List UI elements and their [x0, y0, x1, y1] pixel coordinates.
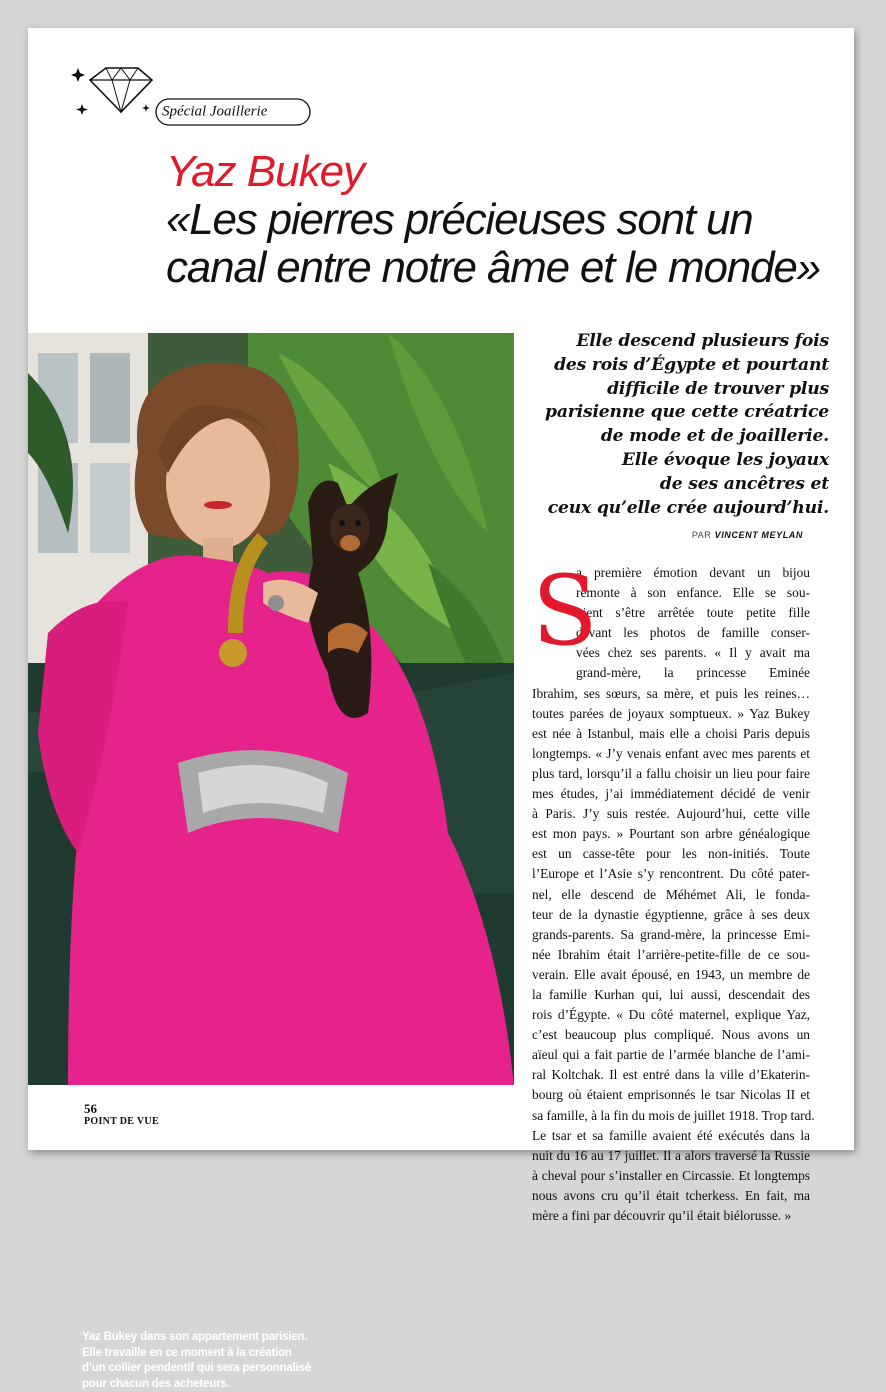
standfirst-line: ceux qu’elle crée aujourd’hui.: [547, 497, 829, 518]
body-line: nous avons cru qu’il était tcherkess. En fait, ma: [532, 1187, 810, 1203]
standfirst-line: de ses ancêtres et: [659, 473, 829, 494]
rubric-label: Spécial Joaillerie: [162, 103, 268, 120]
body-line: devant les photos de famille conser-: [576, 625, 810, 641]
body-line: rois d’Égypte. « Du côté maternel, explique Yaz,: [532, 1007, 810, 1023]
body-line: la famille Kurhan qui, lui aussi, descendait des: [532, 986, 810, 1002]
body-line: nel, elle descend de Méhémet Ali, le fonda-: [532, 886, 810, 902]
body-line: vient s’être arrêtée toute petite fille: [576, 605, 810, 621]
article-body: [532, 555, 815, 1223]
title-name: Yaz Bukey: [166, 147, 365, 196]
body-line: l’Europe et l’Asie s’y rencontrent. Du côté pater-: [532, 866, 810, 882]
article-title: [166, 148, 826, 292]
body-line: sa famille, à la fin du mois de juillet 1918. Trop tard.: [532, 1107, 815, 1123]
body-line: est un casse-tête pour les non-initiés. Toute: [532, 846, 810, 862]
body-line: grands-parents. Sa grand-mère, la princesse Emi-: [532, 926, 810, 942]
body-line: à Paris. J’y suis restée. Aujourd’hui, cette ville: [532, 806, 810, 822]
body-line: Le tsar et sa famille avaient été exécutés dans la: [532, 1127, 810, 1143]
body-line: teur de la dynastie égyptienne, grâce à ses deux: [532, 906, 810, 922]
byline-author: VINCENT MEYLAN: [714, 530, 803, 540]
body-line: ral Koltchak. Il est entré dans la ville d’Ekaterin-: [532, 1067, 810, 1083]
magazine-name: POINT DE VUE: [84, 1116, 159, 1127]
body-line: remonte à son enfance. Elle se sou-: [576, 585, 810, 601]
magazine-page: [28, 28, 854, 1390]
body-line: vées chez ses parents. « Il y avait ma: [576, 645, 810, 661]
body-line: toutes parées de joyaux somptueux. » Yaz Bukey: [532, 705, 810, 721]
body-line: nuit du 16 au 17 juillet. Il a alors traversé la Russie: [532, 1147, 810, 1163]
body-line: c’est beaucoup plus compliqué. Nous avons un: [532, 1027, 810, 1043]
body-line: à cheval pour s’installer en Circassie. Et longtemps: [532, 1167, 810, 1183]
body-line: longtemps. « J’y venais enfant avec mes parents et: [532, 745, 810, 761]
byline-prefix: PAR: [691, 530, 712, 540]
portrait-illustration: [28, 333, 514, 1085]
article-standfirst: [533, 330, 829, 520]
byline: [533, 530, 803, 540]
standfirst-line: des rois d’Égypte et pourtant: [554, 354, 829, 375]
body-line: grand-mère, la princesse Eminée: [576, 665, 810, 681]
standfirst-line: difficile de trouver plus: [607, 378, 829, 399]
page-number: 56: [84, 1101, 97, 1116]
body-line: verain. Elle avait épousé, en 1943, un membre de: [532, 966, 810, 982]
body-line: mère a fini par découvrir qu’il était biélorusse. »: [532, 1208, 792, 1223]
title-quote-line: canal entre notre âme et le monde»: [166, 243, 820, 292]
photo-caption: Yaz Bukey dans son appartement parisien. Elle travaille en ce moment à la création d’un collier pendentif qui sera personnalisé pour chacun des acheteurs.: [82, 1331, 311, 1390]
folio: [84, 1102, 159, 1128]
body-line: mes études, j’ai immédiatement décidé de venir: [532, 786, 810, 802]
rubric-header: [68, 62, 328, 122]
standfirst-line: Elle descend plusieurs fois: [576, 331, 829, 351]
body-line: plus tard, lorsqu’il a fallu choisir un lieu pour faire: [532, 765, 810, 781]
standfirst-line: Elle évoque les joyaux: [621, 449, 829, 470]
drop-cap: S: [532, 555, 598, 667]
body-line: née Ibrahim était l’arrière-petite-fille de ce sou-: [532, 946, 810, 962]
standfirst-line: de mode et de joaillerie.: [600, 426, 829, 447]
body-line: a première émotion devant un bijou: [576, 565, 810, 580]
standfirst-line: parisienne que cette créatrice: [545, 402, 829, 423]
body-line: est née à Istanbul, mais elle a choisi Paris depuis: [532, 725, 810, 741]
body-line: est mon pays. » Pourtant son arbre généalogique: [532, 826, 810, 842]
body-line: aïeul qui a fait partie de l’armée blanche de l’ami-: [532, 1047, 810, 1063]
title-quote-line: «Les pierres précieuses sont un: [166, 195, 753, 244]
body-line: Ibrahim, ses sœurs, sa mère, et puis les reines…: [532, 685, 810, 701]
body-line: bourg où étaient emprisonnés le tsar Nicolas II et: [532, 1087, 810, 1103]
